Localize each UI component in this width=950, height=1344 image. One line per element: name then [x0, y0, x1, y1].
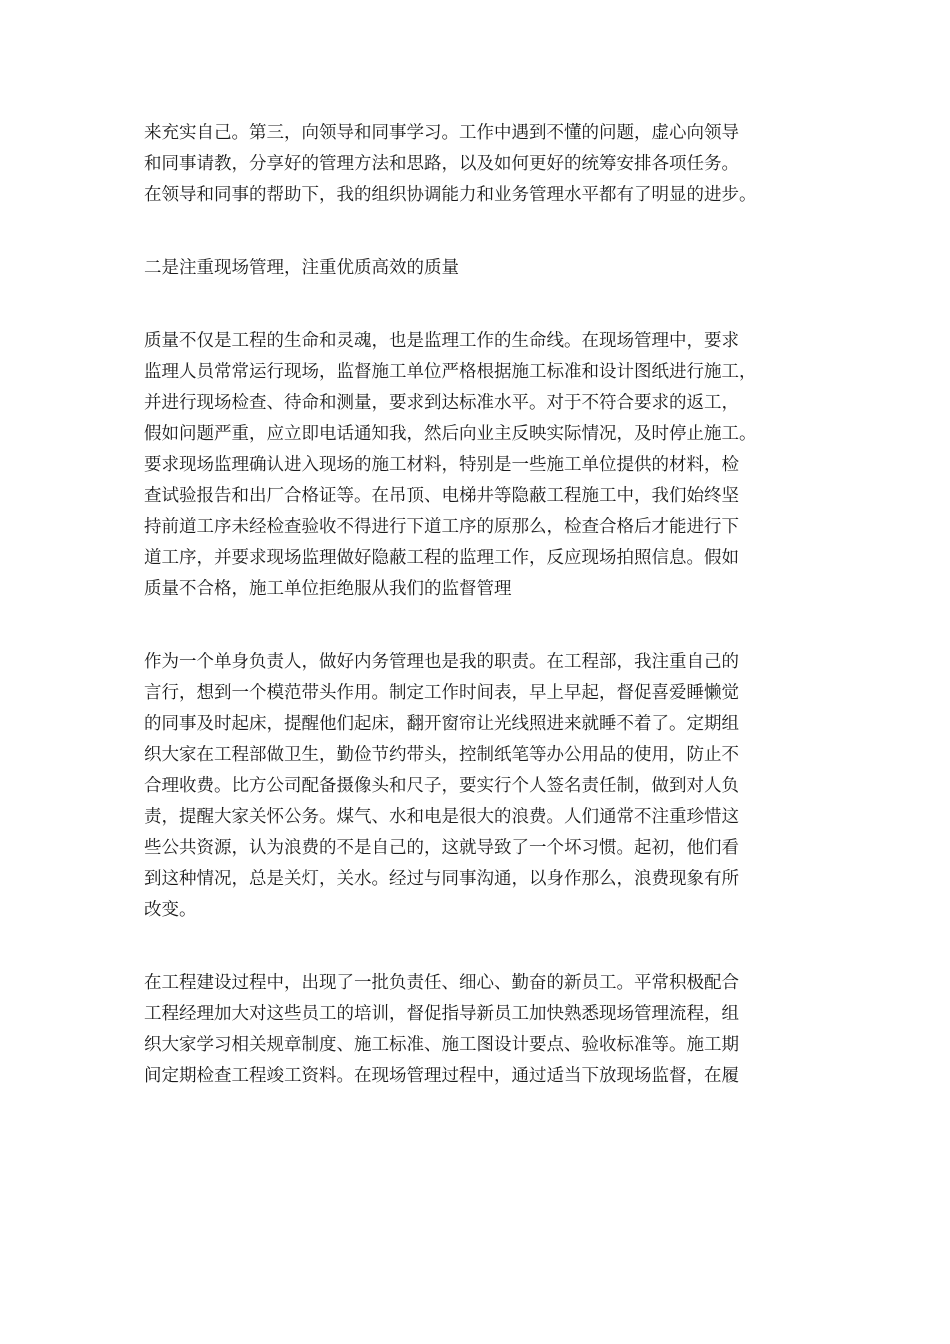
paragraph-4 [144, 968, 814, 1092]
text-line: 合理收费。比方公司配备摄像头和尺子，要实行个人签名责任制，做到对人负 [144, 776, 739, 796]
text-line: 工程经理加大对这些员工的培训，督促指导新员工加快熟悉现场管理流程，组 [144, 1004, 739, 1024]
text-line: 些公共资源，认为浪费的不是自己的，这就导致了一个坏习惯。起初，他们看 [144, 838, 739, 858]
text-line: 质量不合格，施工单位拒绝服从我们的监督管理 [144, 579, 512, 599]
paragraph-2 [144, 326, 814, 605]
text-line: 并进行现场检查、待命和测量，要求到达标准水平。对于不符合要求的返工， [144, 393, 739, 413]
text-line: 监理人员常常运行现场，监督施工单位严格根据施工标准和设计图纸进行施工， [144, 362, 757, 382]
text-line: 在工程建设过程中，出现了一批负责任、细心、勤奋的新员工。平常积极配合 [144, 973, 739, 993]
text-line: 道工序，并要求现场监理做好隐蔽工程的监理工作，反应现场拍照信息。假如 [144, 548, 739, 568]
text-line: 查试验报告和出厂合格证等。在吊顶、电梯井等隐蔽工程施工中，我们始终坚 [144, 486, 739, 506]
text-line: 改变。 [144, 900, 197, 920]
text-line: 责，提醒大家关怀公务。煤气、水和电是很大的浪费。人们通常不注重珍惜这 [144, 807, 739, 827]
text-line: 织大家学习相关规章制度、施工标准、施工图设计要点、验收标准等。施工期 [144, 1035, 739, 1055]
paragraph-spacer [144, 926, 814, 968]
text-line: 来充实自己。第三，向领导和同事学习。工作中遇到不懂的问题，虚心向领导 [144, 123, 739, 143]
text-line: 在领导和同事的帮助下，我的组织协调能力和业务管理水平都有了明显的进步。 [144, 185, 757, 205]
text-line: 间定期检查工程竣工资料。在现场管理过程中，通过适当下放现场监督，在履 [144, 1066, 739, 1086]
text-line: 作为一个单身负责人，做好内务管理也是我的职责。在工程部，我注重自己的 [144, 652, 739, 672]
text-line: 和同事请教，分享好的管理方法和思路，以及如何更好的统筹安排各项任务。 [144, 154, 739, 174]
section-heading-text: 二是注重现场管理，注重优质高效的质量 [144, 258, 459, 278]
text-line: 的同事及时起床，提醒他们起床，翻开窗帘让光线照进来就睡不着了。定期组 [144, 714, 739, 734]
text-line: 持前道工序未经检查验收不得进行下道工序的原那么，检查合格后才能进行下 [144, 517, 739, 537]
paragraph-spacer [144, 605, 814, 647]
section-heading [144, 253, 814, 284]
paragraph-spacer [144, 284, 814, 326]
paragraph-1 [144, 118, 814, 211]
text-line: 织大家在工程部做卫生，勤俭节约带头，控制纸笔等办公用品的使用，防止不 [144, 745, 739, 765]
paragraph-3 [144, 647, 814, 926]
text-line: 到这种情况，总是关灯，关水。经过与同事沟通，以身作那么，浪费现象有所 [144, 869, 739, 889]
text-line: 质量不仅是工程的生命和灵魂，也是监理工作的生命线。在现场管理中，要求 [144, 331, 739, 351]
text-line: 假如问题严重，应立即电话通知我，然后向业主反映实际情况，及时停止施工。 [144, 424, 757, 444]
document-body [144, 118, 814, 1092]
paragraph-spacer [144, 211, 814, 253]
text-line: 言行，想到一个模范带头作用。制定工作时间表，早上早起，督促喜爱睡懒觉 [144, 683, 739, 703]
text-line: 要求现场监理确认进入现场的施工材料，特别是一些施工单位提供的材料，检 [144, 455, 739, 475]
